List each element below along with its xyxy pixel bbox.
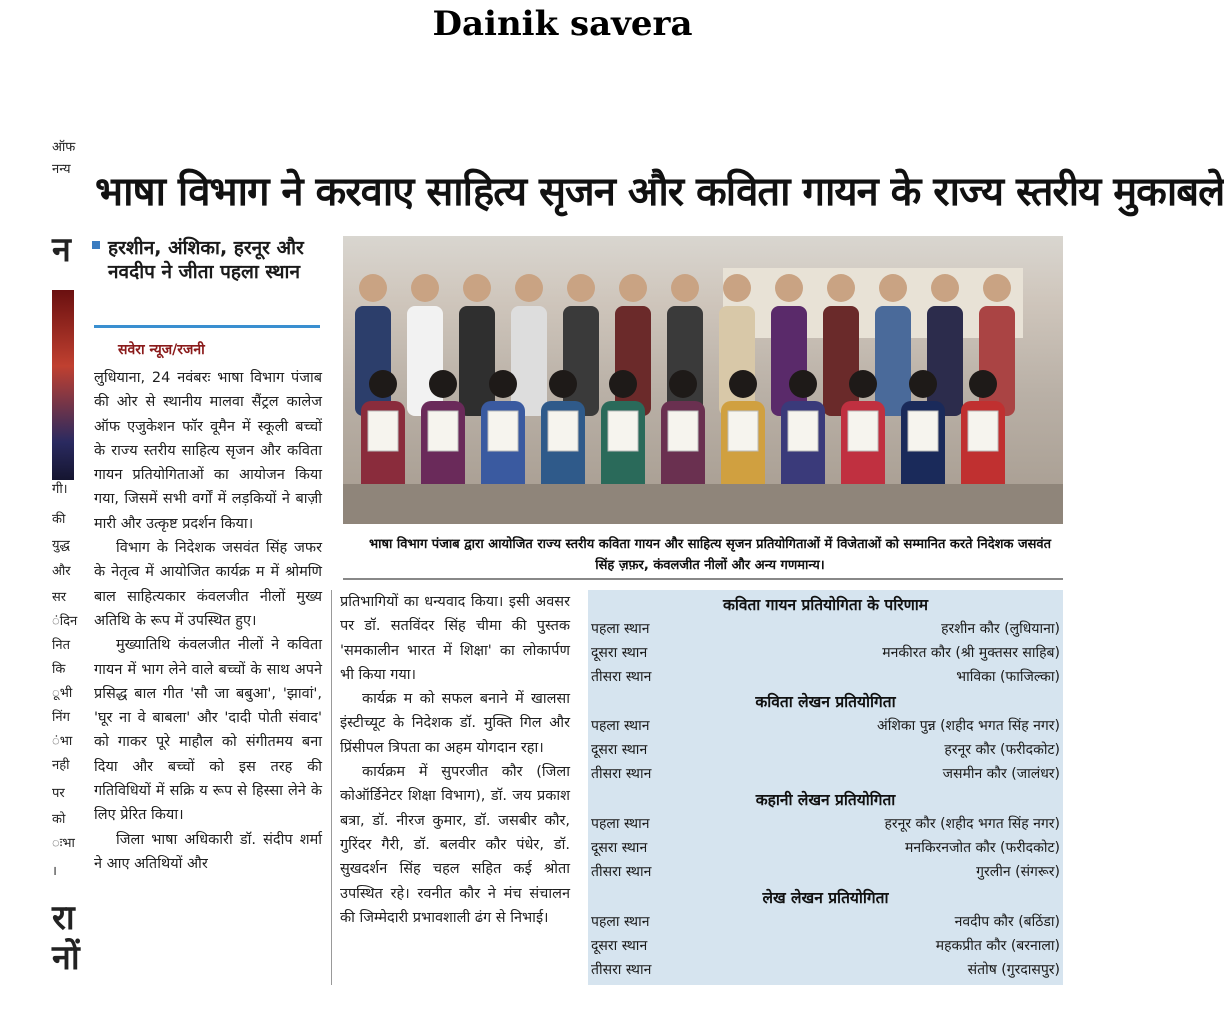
- standing-person: [771, 306, 807, 416]
- person-head: [827, 274, 855, 302]
- adjacent-text-fragment: गी।: [52, 482, 68, 497]
- newspaper-name: Dainik savera: [432, 4, 693, 44]
- adjacent-text-fragment: नित: [52, 638, 70, 653]
- person-head: [515, 274, 543, 302]
- result-winner: भाविका (फाजिल्का): [956, 669, 1060, 685]
- person-head: [789, 370, 817, 398]
- column-divider: [331, 590, 332, 985]
- result-winner: गुरलीन (संगरूर): [976, 864, 1060, 880]
- certificate: [608, 411, 638, 451]
- adjacent-text-fragment: कि: [52, 662, 66, 677]
- standing-person: [355, 306, 391, 416]
- result-position: पहला स्थान: [591, 718, 650, 734]
- person-head: [909, 370, 937, 398]
- adjacent-text-fragment: सर: [52, 590, 67, 605]
- standing-person: [719, 306, 755, 416]
- result-winner: हरशीन कौर (लुधियाना): [941, 621, 1060, 637]
- article-headline: भाषा विभाग ने करवाए साहित्य सृजन और कविता गायन के राज्य स्तरीय मुकाबले: [95, 169, 1224, 215]
- certificate: [668, 411, 698, 451]
- result-winner: महकप्रीत कौर (बरनाला): [935, 938, 1060, 954]
- stage-floor: [343, 484, 1063, 524]
- paragraph: कार्यक्र म को सफल बनाने में खालसा इंस्टीच्यूट के निदेशक डॉ. मुक्ति गिल और प्रिंसीपल त्रिपता का अहम योगदान रहा।: [340, 691, 570, 756]
- result-winner: हरनूर कौर (शहीद भगत सिंह नगर): [884, 816, 1060, 832]
- result-position: तीसरा स्थान: [591, 766, 652, 782]
- result-winner: मनकीरत कौर (श्री मुक्तसर साहिब): [882, 645, 1060, 661]
- certificate: [488, 411, 518, 451]
- results-section-title: कहानी लेखन प्रतियोगिता: [755, 791, 896, 809]
- result-winner: अंशिका पुन्न (शहीद भगत सिंह नगर): [877, 718, 1060, 734]
- standing-person: [615, 306, 651, 416]
- subheadline: [92, 236, 324, 284]
- certificate: [368, 411, 398, 451]
- paragraph: कार्यक्रम में सुपरजीत कौर (जिला कोऑर्डिनेटर शिक्षा विभाग), डॉ. जय प्रकाश बत्रा, डॉ. नीरज कुमार, डॉ. जसबीर कौर, गुरिंदर गैरी, डॉ. बलवीर कौर पंधेर, डॉ. सुखदर्शन सिंह चहल सहित कई श्रोता उपस्थित रहे। रवनीत कौर ने मंच संचालन की जिम्मेदारी प्रभावशाली ढंग से निभाई।: [340, 764, 570, 926]
- paragraph: विभाग के निदेशक जसवंत सिंह जफर के नेतृत्व में आयोजित कार्यक्र म में श्रोमणि बाल साहित्यकार कंवलजीत नीलों मुख्य अतिथि के रूप में उपस्थित हुए।: [94, 540, 322, 629]
- adjacent-text-fragment: नों: [52, 938, 80, 978]
- person-head: [411, 274, 439, 302]
- certificate: [968, 411, 998, 451]
- result-winner: हरनूर कौर (फरीदकोट): [944, 742, 1060, 758]
- adjacent-text-fragment: और: [52, 564, 71, 579]
- result-position: दूसरा स्थान: [591, 938, 648, 954]
- person-head: [359, 274, 387, 302]
- result-position: दूसरा स्थान: [591, 840, 648, 856]
- result-winner: जसमीन कौर (जालंधर): [942, 766, 1060, 782]
- result-winner: मनकिरनजोत कौर (फरीदकोट): [905, 840, 1060, 856]
- results-section-title: कविता गायन प्रतियोगिता के परिणाम: [722, 596, 929, 614]
- adjacent-text-fragment: ऑफ: [52, 140, 76, 155]
- certificate: [788, 411, 818, 451]
- certificate: [728, 411, 758, 451]
- result-position: दूसरा स्थान: [591, 742, 648, 758]
- adjacent-text-fragment: ंदिन: [52, 614, 78, 629]
- group-photo-figures: [343, 236, 1063, 524]
- paragraph: मुख्यातिथि कंवलजीत नीलों ने कविता गायन में भाग लेने वाले बच्चों के साथ अपने प्रसिद्ध बाल गीत 'सौ जा बबुआ', 'झावां', 'घूर ना वे बाबला' और 'दादी पोती संवाद' को गाकर पूरे माहौल को संगीतमय बना दिया और बच्चों को इस तरह की गतिविधियों में सक्रि य रूप से हिस्सा लेने के लिए प्रेरित किया।: [94, 637, 322, 824]
- standing-person: [511, 306, 547, 416]
- person-head: [549, 370, 577, 398]
- person-head: [671, 274, 699, 302]
- adjacent-text-fragment: ूभी: [52, 686, 73, 701]
- adjacent-text-fragment: को: [52, 812, 66, 827]
- adjacent-text-fragment: युद्ध: [52, 538, 70, 553]
- standing-person: [823, 306, 859, 416]
- result-position: तीसरा स्थान: [591, 864, 652, 880]
- paragraph: प्रतिभागियों का धन्यवाद किया। इसी अवसर पर डॉ. सतविंदर सिंह चीमा की पुस्तक 'समकालीन भारत में शिक्षा' का लोकार्पण भी किया गया।: [340, 594, 570, 683]
- standing-person: [459, 306, 495, 416]
- certificate: [428, 411, 458, 451]
- result-winner: संतोष (गुरदासपुर): [967, 962, 1060, 978]
- person-head: [849, 370, 877, 398]
- result-position: तीसरा स्थान: [591, 962, 652, 978]
- person-head: [879, 274, 907, 302]
- person-head: [609, 370, 637, 398]
- subheadline-underline: [94, 325, 320, 328]
- results-section-title: कविता लेखन प्रतियोगिता: [755, 693, 896, 711]
- person-head: [429, 370, 457, 398]
- subheadline-text: हरशीन, अंशिका, हरनूर और नवदीप ने जीता पहला स्थान: [108, 237, 304, 283]
- adjacent-text-fragment: ंभा: [52, 734, 73, 749]
- person-head: [567, 274, 595, 302]
- result-position: पहला स्थान: [591, 914, 650, 930]
- paragraph: लुधियाना, 24 नवंबरः भाषा विभाग पंजाब की ओर से स्थानीय मालवा सैंट्रल कालेज ऑफ एजुकेशन फॉर वूमैन में स्कूली बच्चों के राज्य स्तरीय साहित्य सृजन और कविता गायन प्रतियोगिताओं का आयोजन किया गया, जिसमें सभी वर्गों में लड़कियों ने बाज़ी मारी और उत्कृष्ट प्रदर्शन किया।: [94, 370, 322, 532]
- person-head: [931, 274, 959, 302]
- person-head: [369, 370, 397, 398]
- byline: सवेरा न्यूज/रजनी: [118, 342, 205, 358]
- certificate: [908, 411, 938, 451]
- adjacent-text-fragment: की: [52, 512, 66, 527]
- result-position: पहला स्थान: [591, 816, 650, 832]
- result-position: दूसरा स्थान: [591, 645, 648, 661]
- person-head: [669, 370, 697, 398]
- article-column-2: [340, 590, 570, 930]
- standing-person: [979, 306, 1015, 416]
- adjacent-text-fragment: न: [52, 230, 71, 270]
- adjacent-article-column-fragment: [52, 140, 80, 990]
- adjacent-text-fragment: ।: [52, 864, 57, 879]
- person-head: [729, 370, 757, 398]
- result-position: तीसरा स्थान: [591, 669, 652, 685]
- adjacent-text-fragment: नन्य: [52, 162, 71, 177]
- results-section-title: लेख लेखन प्रतियोगिता: [762, 889, 889, 907]
- standing-person: [667, 306, 703, 416]
- adjacent-text-fragment: पर: [52, 786, 65, 801]
- result-position: पहला स्थान: [591, 621, 650, 637]
- person-head: [775, 274, 803, 302]
- person-head: [983, 274, 1011, 302]
- award-ceremony-photo: [343, 236, 1063, 524]
- person-head: [969, 370, 997, 398]
- paragraph: जिला भाषा अधिकारी डॉ. संदीप शर्मा ने आए अतिथियों और: [94, 831, 322, 872]
- article-column-1: [94, 366, 322, 876]
- person-head: [723, 274, 751, 302]
- caption-divider: [343, 578, 1063, 580]
- standing-person: [563, 306, 599, 416]
- results-box: [588, 590, 1063, 985]
- standing-person: [407, 306, 443, 416]
- adjacent-text-fragment: निंग: [52, 710, 70, 725]
- person-head: [463, 274, 491, 302]
- result-winner: नवदीप कौर (बठिंडा): [954, 914, 1060, 930]
- bullet-square-icon: [92, 241, 100, 249]
- adjacent-text-fragment: नही: [52, 758, 70, 773]
- person-head: [619, 274, 647, 302]
- adjacent-text-fragment: ःभा: [52, 836, 75, 851]
- certificate: [548, 411, 578, 451]
- standing-person: [875, 306, 911, 416]
- person-head: [489, 370, 517, 398]
- adjacent-text-fragment: रा: [52, 898, 75, 938]
- standing-person: [927, 306, 963, 416]
- photo-caption: भाषा विभाग पंजाब द्वारा आयोजित राज्य स्तरीय कविता गायन और साहित्य सृजन प्रतियोगिताओं में विजेताओं को सम्मानित करते निदेशक जसवंत सिंह ज़फ़र, कंवलजीत नीलों और अन्य गणमान्य।: [368, 537, 1052, 573]
- certificate: [848, 411, 878, 451]
